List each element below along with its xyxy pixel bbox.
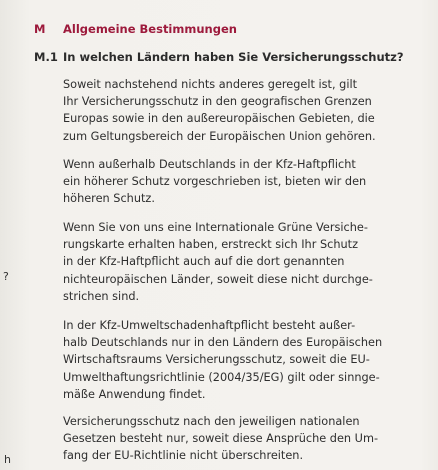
text-line: Europas sowie in den außereuropäischen Gebieten, die xyxy=(63,112,375,126)
section-heading xyxy=(34,22,237,36)
text-line: höheren Schutz. xyxy=(63,192,155,206)
text-line: Wirtschaftsraums Versicherungsschutz, soweit die EU- xyxy=(63,353,370,367)
paragraph xyxy=(63,76,423,145)
margin-fragment: ? xyxy=(3,270,9,283)
text-line: strichen sind. xyxy=(63,289,140,303)
text-line: Wenn Sie von uns eine Internationale Grüne Versiche- xyxy=(63,221,368,234)
text-line: in der Kfz-Haftpflicht auch auf die dort genannten xyxy=(63,255,345,269)
text-line: zum Geltungsbereich der Europäischen Union gehören. xyxy=(63,129,376,143)
text-line: Umwelthaftungsrichtlinie (2004/35/EG) gilt oder sinnge- xyxy=(63,370,380,384)
text-line: Versicherungsschutz nach den jeweiligen nationalen xyxy=(63,415,360,428)
paragraph xyxy=(63,219,423,305)
subsection-title: In welchen Ländern haben Sie Versicherungsschutz? xyxy=(63,50,404,64)
margin-fragment: h xyxy=(4,453,11,466)
paragraph xyxy=(63,413,423,465)
text-line: rungskarte erhalten haben, erstreckt sich Ihr Schutz xyxy=(63,238,358,252)
text-line: fang der EU-Richtlinie nicht überschreiten. xyxy=(63,449,304,463)
text-line: mäße Anwendung findet. xyxy=(63,387,206,401)
paragraph xyxy=(63,156,423,208)
text-line: Soweit nachstehend nichts anderes geregelt ist, gilt xyxy=(63,78,358,91)
text-line: In der Kfz-Umweltschadenhaftpflicht besteht außer- xyxy=(63,319,356,332)
section-title: Allgemeine Bestimmungen xyxy=(63,22,237,36)
text-line: Ihr Versicherungsschutz in den geografischen Grenzen xyxy=(63,95,372,109)
section-number: M xyxy=(34,22,46,36)
subsection-number: M.1 xyxy=(34,50,58,64)
text-line: ein höherer Schutz vorgeschrieben ist, bieten wir den xyxy=(63,175,367,189)
paragraph xyxy=(63,317,423,403)
text-line: Gesetzen besteht nur, soweit diese Ansprüche den Um- xyxy=(63,432,379,446)
subsection-heading xyxy=(34,50,404,64)
text-line: Wenn außerhalb Deutschlands in der Kfz-Haftpflicht xyxy=(63,158,356,171)
text-line: halb Deutschlands nur in den Ländern des Europäischen xyxy=(63,336,383,350)
text-line: nichteuropäischen Länder, soweit diese nicht durchge- xyxy=(63,272,373,286)
